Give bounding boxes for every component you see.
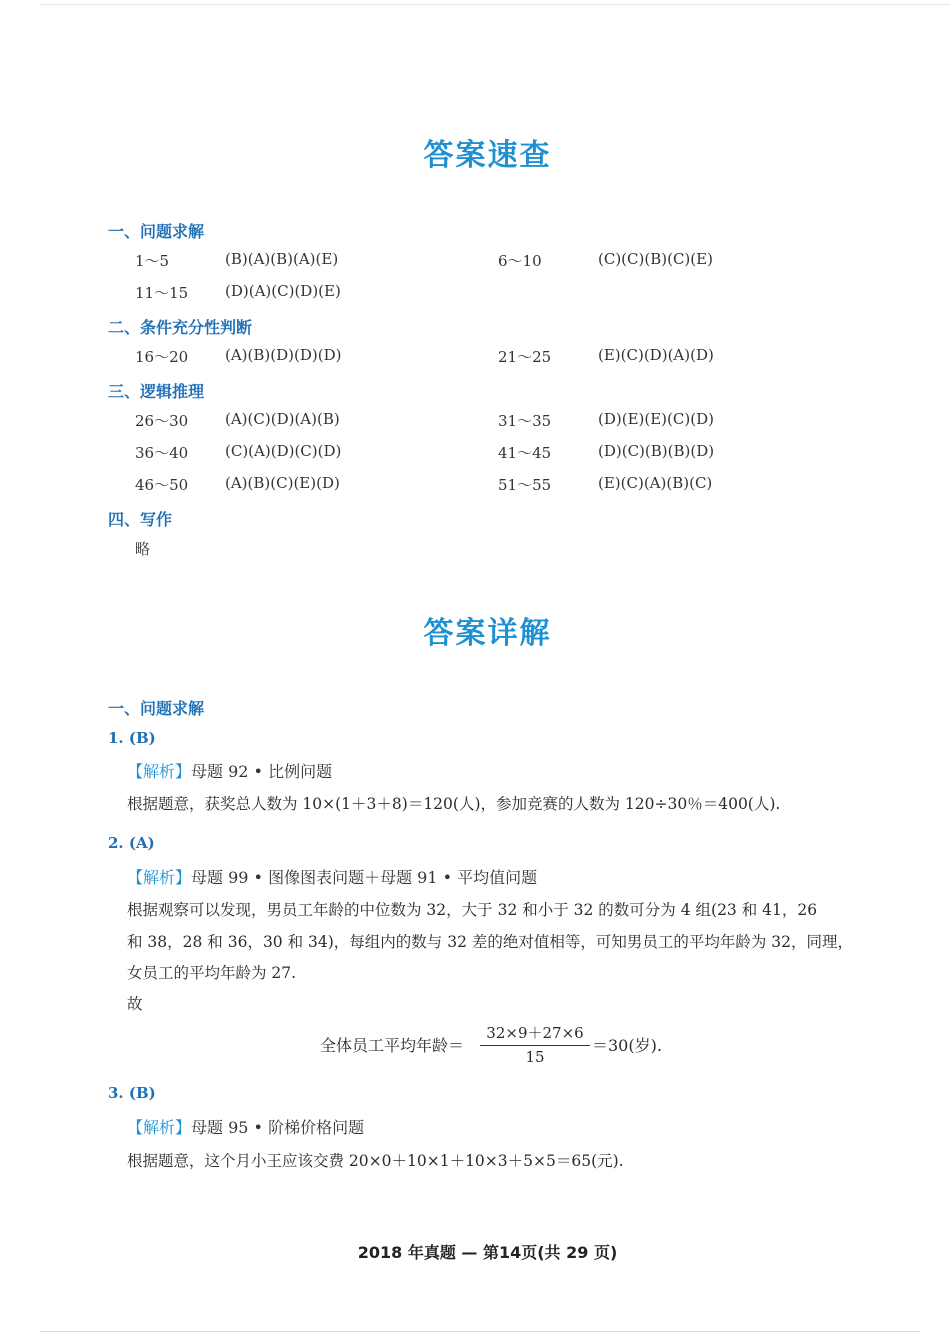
analysis-tag: 【解析】 [127, 868, 192, 887]
analysis-tag: 【解析】 [127, 762, 192, 781]
quick-answer-title: 答案速查 [423, 138, 552, 173]
question-1-topic: 母题 92 • 比例问题 [191, 762, 333, 781]
range-label: 26～30 [135, 412, 189, 430]
page-edge-bottom [40, 1331, 920, 1332]
answer-value: (A)(B)(D)(D)(D) [225, 346, 342, 364]
range-label: 1～5 [135, 252, 170, 270]
section-heading-writing: 四、写作 [108, 510, 173, 529]
answer-value: (E)(C)(D)(A)(D) [598, 346, 714, 364]
detail-section-heading: 一、问题求解 [108, 699, 205, 718]
answer-value: (C)(C)(B)(C)(E) [598, 250, 713, 268]
question-3-explanation: 根据题意，这个月小王应该交费 20×0＋10×1＋10×3＋5×5＝65(元). [127, 1152, 624, 1170]
section-heading-sufficiency: 二、条件充分性判断 [108, 318, 253, 337]
writing-answer: 略 [135, 540, 151, 558]
answer-value: (B)(A)(B)(A)(E) [225, 250, 339, 268]
answer-value: (D)(A)(C)(D)(E) [225, 282, 341, 300]
detail-title: 答案详解 [423, 616, 552, 651]
analysis-tag: 【解析】 [127, 1118, 192, 1137]
range-label: 31～35 [498, 412, 552, 430]
answer-value: (D)(E)(E)(C)(D) [598, 410, 714, 428]
question-1-analysis-line [127, 759, 332, 782]
fraction-bar [480, 1045, 590, 1046]
question-1-label: 1. (B) [108, 729, 156, 747]
question-2-explanation-line-1: 根据观察可以发现，男员工年龄的中位数为 32，大于 32 和小于 32 的数可分为 4 组(23 和 41，26 [127, 901, 818, 919]
question-2-explanation-line-2: 和 38，28 和 36，30 和 34)，每组内的数与 32 差的绝对值相等，可知男员工的平均年龄为 32，同理， [127, 933, 854, 951]
formula-rhs: ＝30(岁). [592, 1036, 662, 1055]
question-3-topic: 母题 95 • 阶梯价格问题 [191, 1118, 365, 1137]
range-label: 16～20 [135, 348, 189, 366]
page-edge-top [40, 4, 950, 5]
question-3-label: 3. (B) [108, 1084, 156, 1102]
fraction-denominator: 15 [525, 1048, 545, 1066]
answer-value: (A)(C)(D)(A)(B) [225, 410, 340, 428]
section-heading-problem-solving: 一、问题求解 [108, 222, 205, 241]
fraction-numerator: 32×9＋27×6 [486, 1024, 584, 1042]
section-heading-logic: 三、逻辑推理 [108, 382, 205, 401]
range-label: 36～40 [135, 444, 189, 462]
range-label: 41～45 [498, 444, 552, 462]
formula-fraction [480, 1022, 590, 1066]
range-label: 6～10 [498, 252, 542, 270]
range-label: 11～15 [135, 284, 189, 302]
answer-value: (D)(C)(B)(B)(D) [598, 442, 715, 460]
range-label: 51～55 [498, 476, 552, 494]
question-2-explanation-line-4: 故 [127, 995, 143, 1013]
formula-lhs: 全体员工平均年龄＝ [320, 1036, 465, 1055]
answer-value: (E)(C)(A)(B)(C) [598, 474, 713, 492]
question-2-label: 2. (A) [108, 834, 155, 852]
page-footer: 2018 年真题 — 第14页(共 29 页) [357, 1243, 618, 1262]
question-3-analysis-line [127, 1115, 364, 1138]
answer-value: (C)(A)(D)(C)(D) [225, 442, 342, 460]
range-label: 46～50 [135, 476, 189, 494]
answer-value: (A)(B)(C)(E)(D) [225, 474, 340, 492]
question-2-topic: 母题 99 • 图像图表问题＋母题 91 • 平均值问题 [191, 868, 538, 887]
question-1-explanation: 根据题意，获奖总人数为 10×(1＋3＋8)＝120(人)，参加竞赛的人数为 120÷30％＝400(人). [127, 795, 781, 813]
question-2-analysis-line [127, 865, 537, 888]
range-label: 21～25 [498, 348, 552, 366]
question-2-explanation-line-3: 女员工的平均年龄为 27. [127, 964, 297, 982]
